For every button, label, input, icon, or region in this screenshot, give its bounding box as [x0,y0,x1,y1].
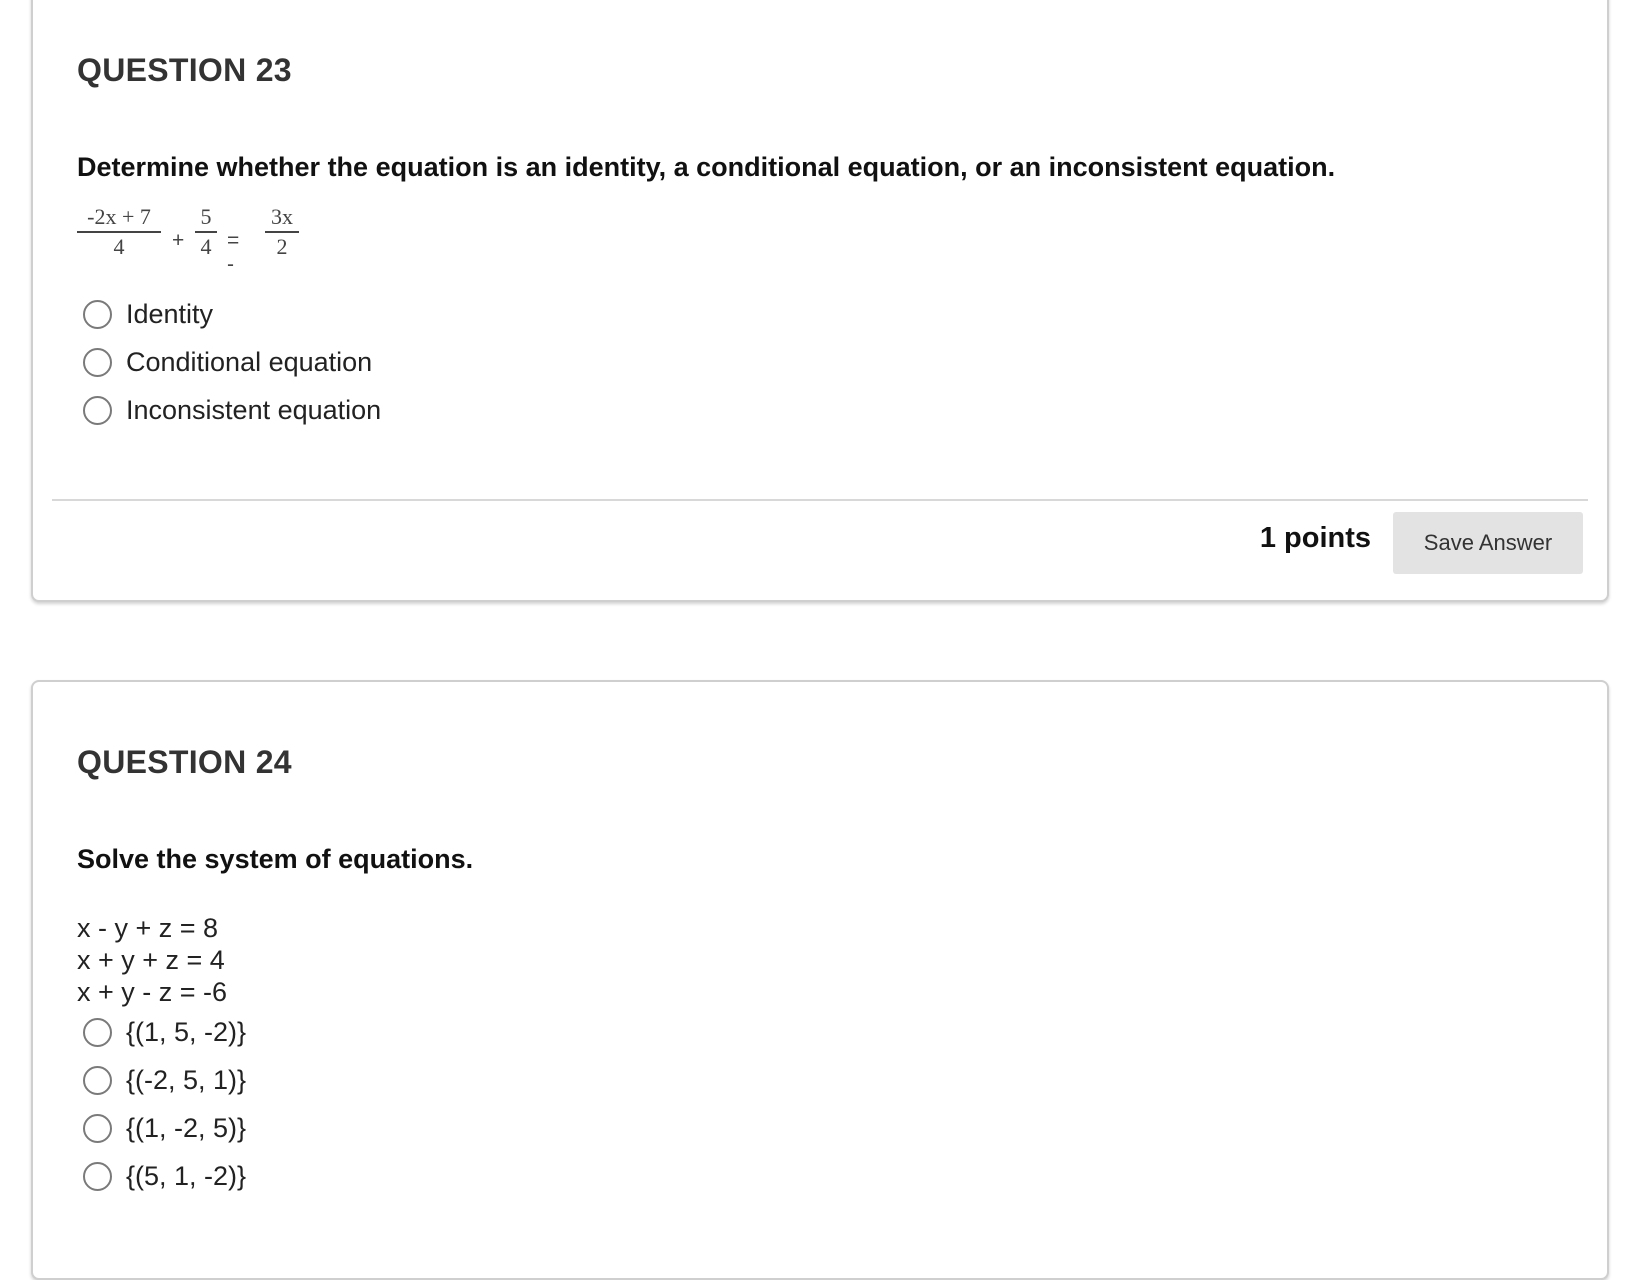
fraction-2-denominator: 4 [200,234,212,259]
fraction-1-denominator: 4 [113,234,125,259]
fraction-2 [195,204,217,260]
radio-button[interactable] [83,300,112,329]
option-label[interactable]: {(1, -2, 5)} [126,1112,247,1143]
option-b[interactable] [83,1056,246,1104]
answer-options [83,290,381,434]
option-c[interactable] [83,1104,246,1152]
option-label[interactable]: {(-2, 5, 1)} [126,1064,247,1095]
option-inconsistent-equation[interactable] [83,386,381,434]
question-23-card [31,0,1609,602]
save-answer-button[interactable]: Save Answer [1393,512,1583,574]
radio-button[interactable] [83,348,112,377]
option-d[interactable] [83,1152,246,1200]
question-prompt: Determine whether the equation is an identity, a conditional equation, or an inconsistent equation. [77,152,1336,182]
fraction-3 [265,204,299,260]
radio-button[interactable] [83,1162,112,1191]
points-label: 1 points [1259,522,1371,554]
system-equation-2: x + y + z = 4 [77,945,225,975]
option-label[interactable]: {(1, 5, -2)} [126,1016,247,1047]
system-equation-3: x + y - z = -6 [77,977,228,1007]
radio-button[interactable] [83,1066,112,1095]
fraction-1-numerator: -2x + 7 [87,204,151,229]
radio-button[interactable] [83,1018,112,1047]
option-label[interactable]: {(5, 1, -2)} [126,1160,247,1191]
option-a[interactable] [83,1008,246,1056]
question-24-card [31,680,1609,1280]
fraction-3-numerator: 3x [271,204,293,229]
system-equation-1: x - y + z = 8 [77,913,219,943]
option-identity[interactable] [83,290,381,338]
plus-operator: + [172,229,185,252]
option-conditional-equation[interactable] [83,338,381,386]
option-label[interactable]: Identity [126,298,214,329]
fraction-3-denominator: 2 [276,234,288,259]
radio-button[interactable] [83,1114,112,1143]
option-label[interactable]: Inconsistent equation [126,394,382,425]
option-label[interactable]: Conditional equation [126,346,373,377]
fraction-1 [77,204,161,260]
question-title: QUESTION 24 [77,744,292,780]
answer-options [83,1008,246,1200]
question-title: QUESTION 23 [77,52,292,88]
question-prompt: Solve the system of equations. [77,844,474,874]
fraction-2-numerator: 5 [200,204,212,229]
equation-system [77,912,227,1008]
equals-operator: = - [227,229,240,276]
divider [52,499,1588,501]
radio-button[interactable] [83,396,112,425]
